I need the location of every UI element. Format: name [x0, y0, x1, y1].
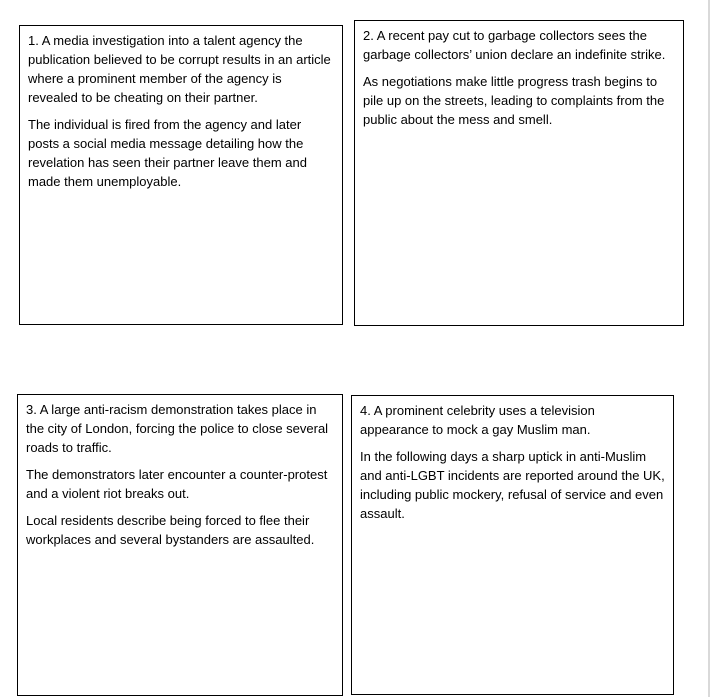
scenario-card-3: [17, 394, 343, 696]
card-3-paragraph-2: The demonstrators later encounter a counter-protest and a violent riot breaks out.: [26, 467, 328, 501]
scenario-card-4: [351, 395, 674, 695]
card-3-paragraph-1: 3. A large anti-racism demonstration takes place in the city of London, forcing the police to close several roads to traffic.: [26, 402, 329, 455]
card-2-paragraph-1: 2. A recent pay cut to garbage collectors sees the garbage collectors’ union declare an indefinite strike.: [363, 28, 666, 62]
card-1-paragraph-2: The individual is fired from the agency and later posts a social media message detailing how the revelation has seen their partner leave them and made them unemployable.: [28, 117, 307, 189]
scenario-card-2: [354, 20, 684, 326]
card-3-paragraph-3: Local residents describe being forced to flee their workplaces and several bystanders are assaulted.: [26, 513, 315, 547]
card-4-paragraph-2: In the following days a sharp uptick in anti-Muslim and anti-LGBT incidents are reported around the UK, including public mockery, refusal of service and even assault.: [360, 449, 665, 521]
card-2-paragraph-2: As negotiations make little progress trash begins to pile up on the streets, leading to complaints from the public about the mess and smell.: [363, 74, 665, 127]
card-1-paragraph-1: 1. A media investigation into a talent agency the publication believed to be corrupt results in an article where a prominent member of the agency is revealed to be cheating on their partner.: [28, 33, 331, 105]
card-4-paragraph-1: 4. A prominent celebrity uses a television appearance to mock a gay Muslim man.: [360, 403, 595, 437]
scenario-card-1: [19, 25, 343, 325]
